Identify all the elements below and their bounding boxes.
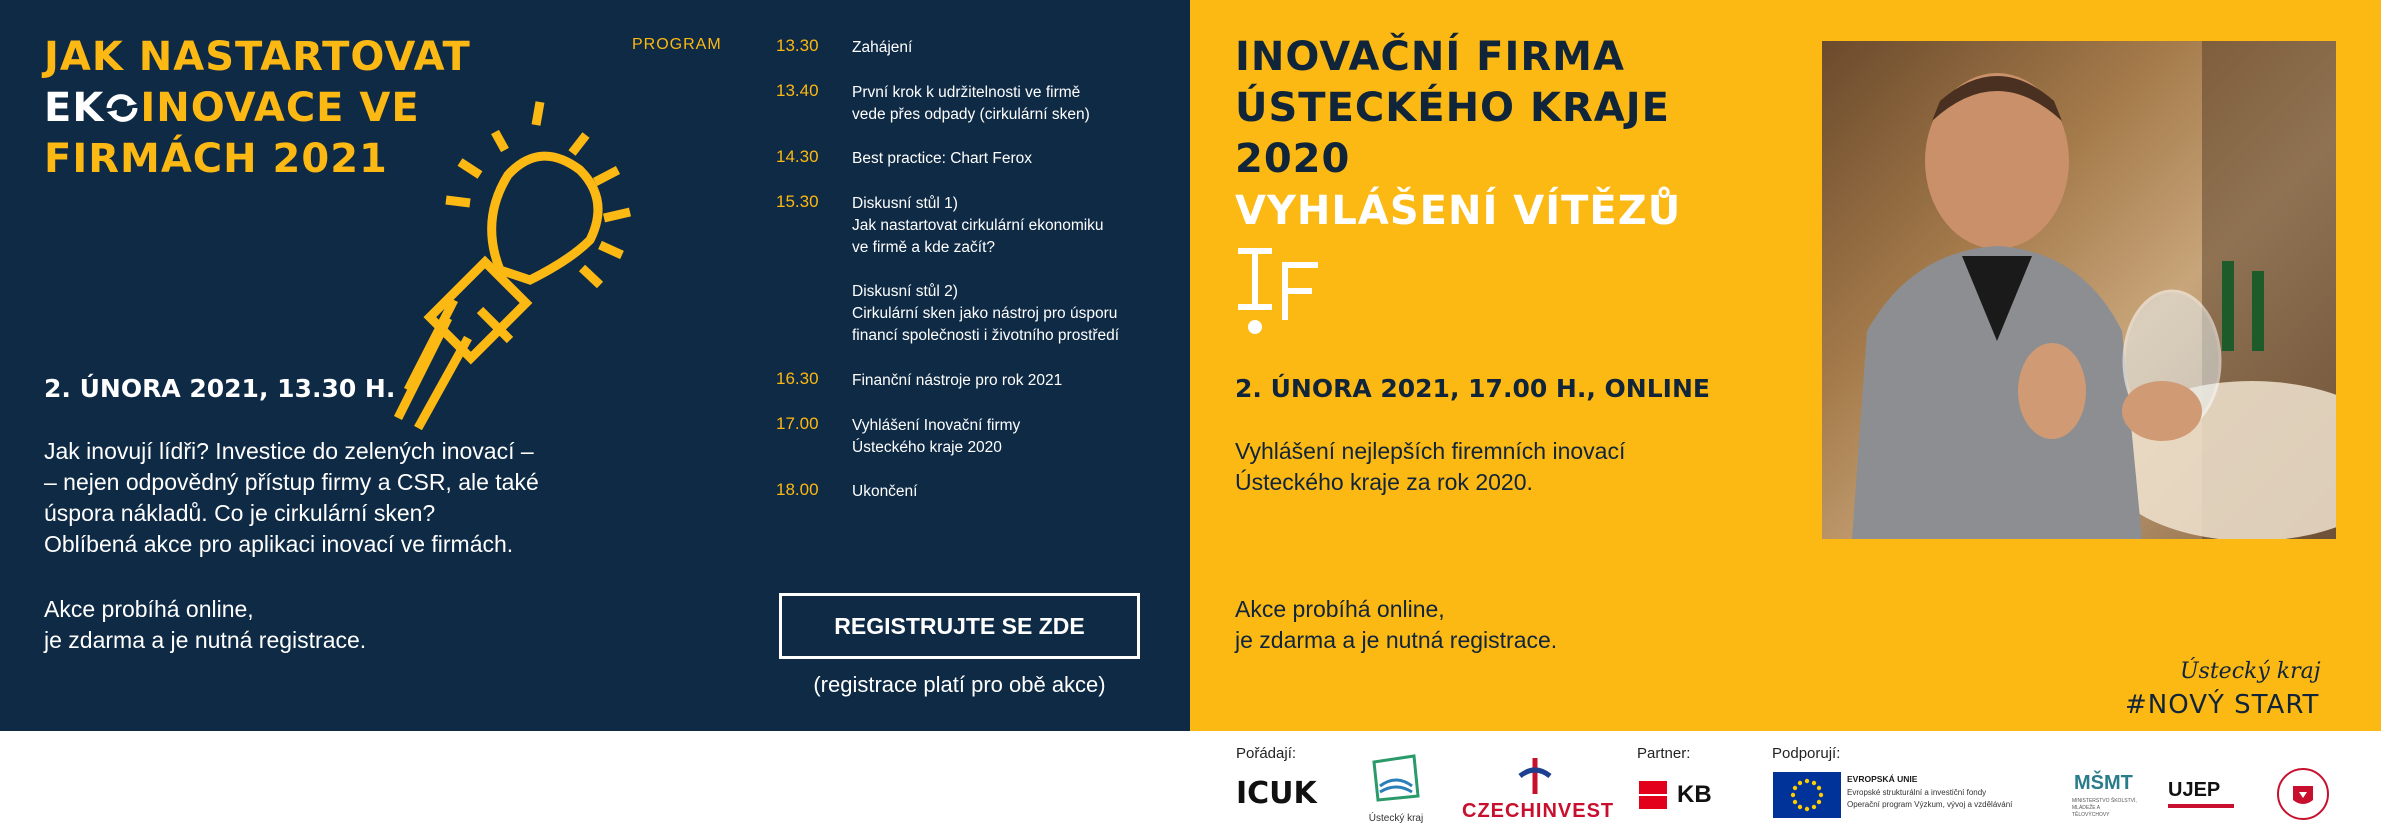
- university-seal-icon: [2277, 768, 2329, 820]
- program-time: 15.30: [776, 192, 819, 211]
- czechinvest-label: CZECHINVEST: [1462, 800, 1615, 822]
- program-time: 17.00: [776, 414, 819, 433]
- recycle-icon: [104, 85, 140, 115]
- program-time: 18.00: [776, 480, 819, 499]
- eko-prefix: EK: [44, 85, 105, 131]
- organizers-label: Pořádají:: [1236, 745, 1297, 762]
- msmt-label: MŠMT: [2074, 772, 2133, 794]
- eu-line-1: Evropské strukturální a investiční fondy: [1847, 788, 1987, 797]
- kb-logo: [1639, 781, 1725, 809]
- award-title-line-3: 2020: [1235, 136, 1351, 182]
- award-subtitle: VYHLÁŠENÍ VÍTĚZŮ: [1235, 188, 1682, 234]
- award-date: 2. ÚNORA 2021, 17.00 H., ONLINE: [1235, 374, 1710, 403]
- lightbulb-rocket-icon: [390, 100, 720, 430]
- supporters-label: Podporují:: [1772, 745, 1841, 762]
- register-button[interactable]: REGISTRUJTE SE ZDE: [779, 593, 1140, 659]
- icuk-logo: ICUK: [1236, 776, 1317, 811]
- award-title-line-2: ÚSTECKÉHO KRAJE: [1235, 85, 1670, 131]
- if-logo-bar-bottom: [1238, 304, 1272, 310]
- partner-label: Partner:: [1637, 745, 1691, 762]
- eu-title: EVROPSKÁ UNIE: [1847, 774, 1918, 784]
- award-online-note: Akce probíhá online, je zdarma a je nutná registrace.: [1235, 596, 1558, 653]
- czechinvest-logo: [1462, 756, 1615, 826]
- czechinvest-symbol-icon: [1518, 756, 1552, 796]
- left-panel: [0, 0, 1190, 731]
- ujep-label: UJEP: [2168, 779, 2221, 801]
- ustecky-kraj-label: Ústecký kraj: [1368, 813, 1424, 824]
- if-logo: [1238, 248, 1348, 338]
- ustecky-kraj-emblem-icon: [1368, 752, 1424, 808]
- program-time: 16.30: [776, 369, 819, 388]
- event-description: Jak inovují lídři? Investice do zelených inovací – – nejen odpovědný přístup firmy a CSR, ale také úspora nákladů. Co je cirkulární sken? Oblíbená akce pro aplikaci inovací ve firmách.: [44, 438, 539, 557]
- msmt-logo: [2072, 772, 2138, 818]
- msmt-subtitle: MINISTERSTVO ŠKOLSTVÍ, MLÁDEŽE A TĚLOVÝCHOVY: [2072, 798, 2137, 818]
- program-item-text: Finanční nástroje pro rok 2021: [852, 372, 1063, 389]
- event-title-line-3: FIRMÁCH 2021: [44, 136, 388, 182]
- program-item-text: Diskusní stůl 1) Jak nastartovat cirkulární ekonomiku ve firmě a kde začít? Diskusní stůl 2) Cirkulární sken jako nástroj pro úsporu financí společnosti i životního prostředí: [852, 195, 1120, 344]
- award-description: Vyhlášení nejlepších firemních inovací Ústeckého kraje za rok 2020.: [1235, 438, 1626, 495]
- program-time: 13.30: [776, 36, 819, 55]
- if-logo-dot: [1248, 320, 1262, 334]
- eu-logo: [1773, 772, 2029, 818]
- program-item-text: Ukončení: [852, 483, 918, 500]
- hashtag: #NOVÝ START: [2125, 690, 2320, 720]
- eu-line-2: Operační program Výzkum, vývoj a vzdělávání: [1847, 800, 2013, 809]
- event-title-line-1: JAK NASTARTOVAT: [44, 34, 471, 80]
- region-script-logo: Ústecký kraj: [2180, 659, 2321, 684]
- if-logo-f-mid: [1282, 288, 1312, 294]
- event-title-line-2: [44, 83, 420, 134]
- ujep-logo: [2166, 776, 2240, 812]
- eu-flag-icon: [1773, 772, 1841, 818]
- event-date: 2. ÚNORA 2021, 13.30 H.: [44, 374, 396, 403]
- program-label: PROGRAM: [632, 36, 722, 53]
- award-title-line-1: INOVAČNÍ FIRMA: [1235, 34, 1625, 80]
- kb-white-stripe: [1639, 794, 1667, 796]
- kb-label: KB: [1677, 781, 1712, 808]
- if-logo-stem: [1252, 248, 1258, 308]
- program-time: 14.30: [776, 147, 819, 166]
- inovace-text: INOVACE VE: [140, 85, 420, 131]
- program-item-text: Vyhlášení Inovační firmy Ústeckého kraje 2020: [852, 417, 1021, 456]
- register-note: (registrace platí pro obě akce): [813, 672, 1106, 697]
- program-time: 13.40: [776, 81, 819, 100]
- ujep-underline: [2168, 804, 2234, 808]
- winner-photo: [1822, 41, 2336, 539]
- program-item-text: První krok k udržitelnosti ve firmě vede přes odpady (cirkulární sken): [852, 84, 1090, 123]
- ustecky-kraj-logo: [1368, 752, 1424, 832]
- if-logo-f-top: [1282, 262, 1318, 268]
- program-item-text: Zahájení: [852, 39, 913, 56]
- program-item-text: Best practice: Chart Ferox: [852, 150, 1033, 167]
- online-note: Akce probíhá online, je zdarma a je nutná registrace.: [44, 596, 367, 653]
